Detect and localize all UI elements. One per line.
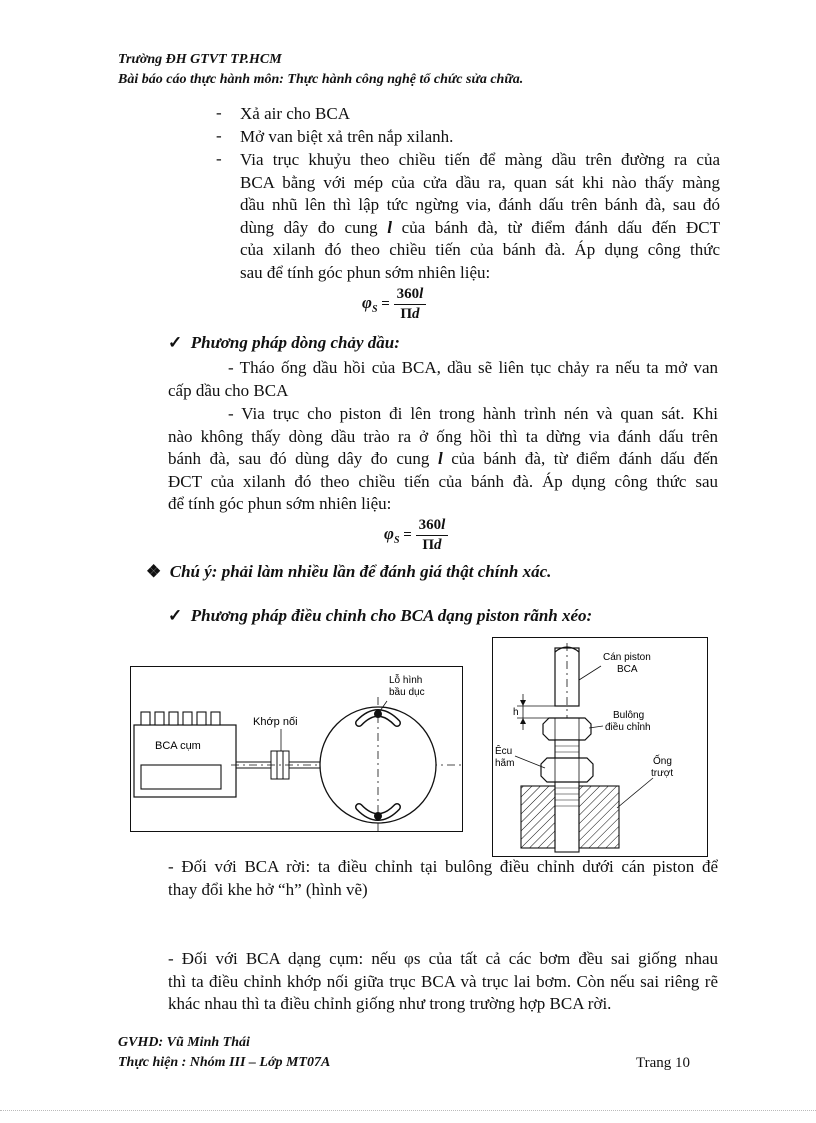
- page-bottom-divider: [0, 1110, 816, 1111]
- label-ham: hãm: [495, 758, 515, 769]
- item-via-line-3: dầu nhũ lên thì lập tức ngừng via, đánh dấu trên bánh đà, sau đó: [240, 195, 720, 214]
- item-via-line-4: dùng dây đo cung l của bánh đà, từ điểm đánh dấu đến ĐCT: [240, 217, 721, 237]
- formula-1: $\varphi_S$ = $\frac{360l}{\Pi d}$: [362, 286, 426, 323]
- footer-gvhd: GVHD: Vũ Minh Thái: [118, 1035, 250, 1050]
- header-course: Bài báo cáo thực hành môn: Thực hành công nghệ tổ chức sửa chữa.: [118, 72, 524, 87]
- method1-para-2: - Via trục cho piston đi lên trong hành trình nén và quan sát. Khi nào không thấy dòng dầu trào ra ở ống hồi thì ta dừng via đánh dấu trên bánh đà, sau đó dùng dây đo cung l của bánh đà, từ điểm đánh dấu đến ĐCT của xilanh đó theo chiều tiến của bánh đà. Áp dụng công thức sau để tính góc phun sớm nhiên liệu:: [168, 404, 719, 513]
- method1-para-1: - Tháo ống dầu hồi của BCA, dầu sẽ liên tục chảy ra nếu ta mở van cấp dầu cho BCA: [168, 358, 718, 400]
- figure-bca-cluster-drawing: [131, 667, 462, 831]
- label-bulong: Bulông: [613, 710, 645, 721]
- item-via-truc: [240, 149, 720, 284]
- label-bca-cum: BCA cụm: [155, 740, 201, 752]
- label-bau-duc: bầu dục: [389, 687, 425, 698]
- formula-2: $\varphi_S$ = $\frac{360l}{\Pi d}$: [384, 517, 448, 554]
- label-khop-noi: Khớp nối: [253, 716, 298, 728]
- label-h: h: [513, 707, 519, 718]
- method1-heading: ✓ Phương pháp dòng chảy dầu:: [168, 333, 400, 352]
- footer-thuc-hien: Thực hiện : Nhóm III – Lớp MT07A: [118, 1055, 331, 1070]
- bullet-1: -: [216, 103, 222, 122]
- item-via-line-2: BCA bằng với mép của cửa dầu ra, quan sát khi nào thấy màng: [240, 172, 720, 192]
- figure-piston-adjust-drawing: [493, 638, 707, 856]
- label-can-piston: Cán piston: [603, 652, 651, 663]
- label-lo-hinh: Lỗ hình: [389, 675, 423, 686]
- item-via-line-6: sau để tính góc phun sớm nhiên liệu:: [240, 262, 491, 282]
- label-bca-rod: BCA: [617, 664, 638, 675]
- method2-heading: ✓ Phương pháp điều chỉnh cho BCA dạng piston rãnh xéo:: [168, 606, 593, 625]
- page-number: Trang 10: [636, 1055, 691, 1071]
- para-bca-roi: - Đối với BCA rời: ta điều chỉnh tại bulông điều chỉnh dưới cán piston để thay đổi khe hở “h” (hình vẽ): [168, 857, 718, 899]
- label-ong: Ống: [653, 756, 672, 767]
- label-ecu: Êcu: [495, 746, 513, 757]
- label-dieu-chinh: điều chỉnh: [605, 722, 651, 733]
- header-school: Trường ĐH GTVT TP.HCM: [118, 52, 282, 67]
- item-xa-air: Xả air cho BCA: [240, 104, 351, 123]
- note: ❖ Chú ý: phải làm nhiều lần để đánh giá thật chính xác.: [146, 562, 552, 581]
- figure-bca-cluster: [130, 666, 463, 832]
- item-via-line-5: của xilanh đó theo chiều tiến của bánh đà. Áp dụng công thức: [240, 240, 720, 259]
- label-truot: trượt: [651, 768, 674, 779]
- bullet-2: -: [216, 126, 222, 145]
- figure-piston-adjust: [492, 637, 708, 857]
- bullet-3: -: [216, 149, 222, 168]
- item-via-line-1: Via trục khuỷu theo chiều tiến để màng dầu trên đường ra của: [240, 150, 720, 169]
- para-bca-cum: - Đối với BCA dạng cụm: nếu φs của tất cả các bơm đều sai giống nhau thì ta điều chỉnh khớp nối giữa trục BCA và trục lai bơm. Còn nếu sai riêng rẽ khác nhau thì ta điều chỉnh giống như trong trường hợp BCA rời.: [168, 949, 718, 1013]
- item-mo-van: Mở van biệt xả trên nắp xilanh.: [240, 127, 454, 146]
